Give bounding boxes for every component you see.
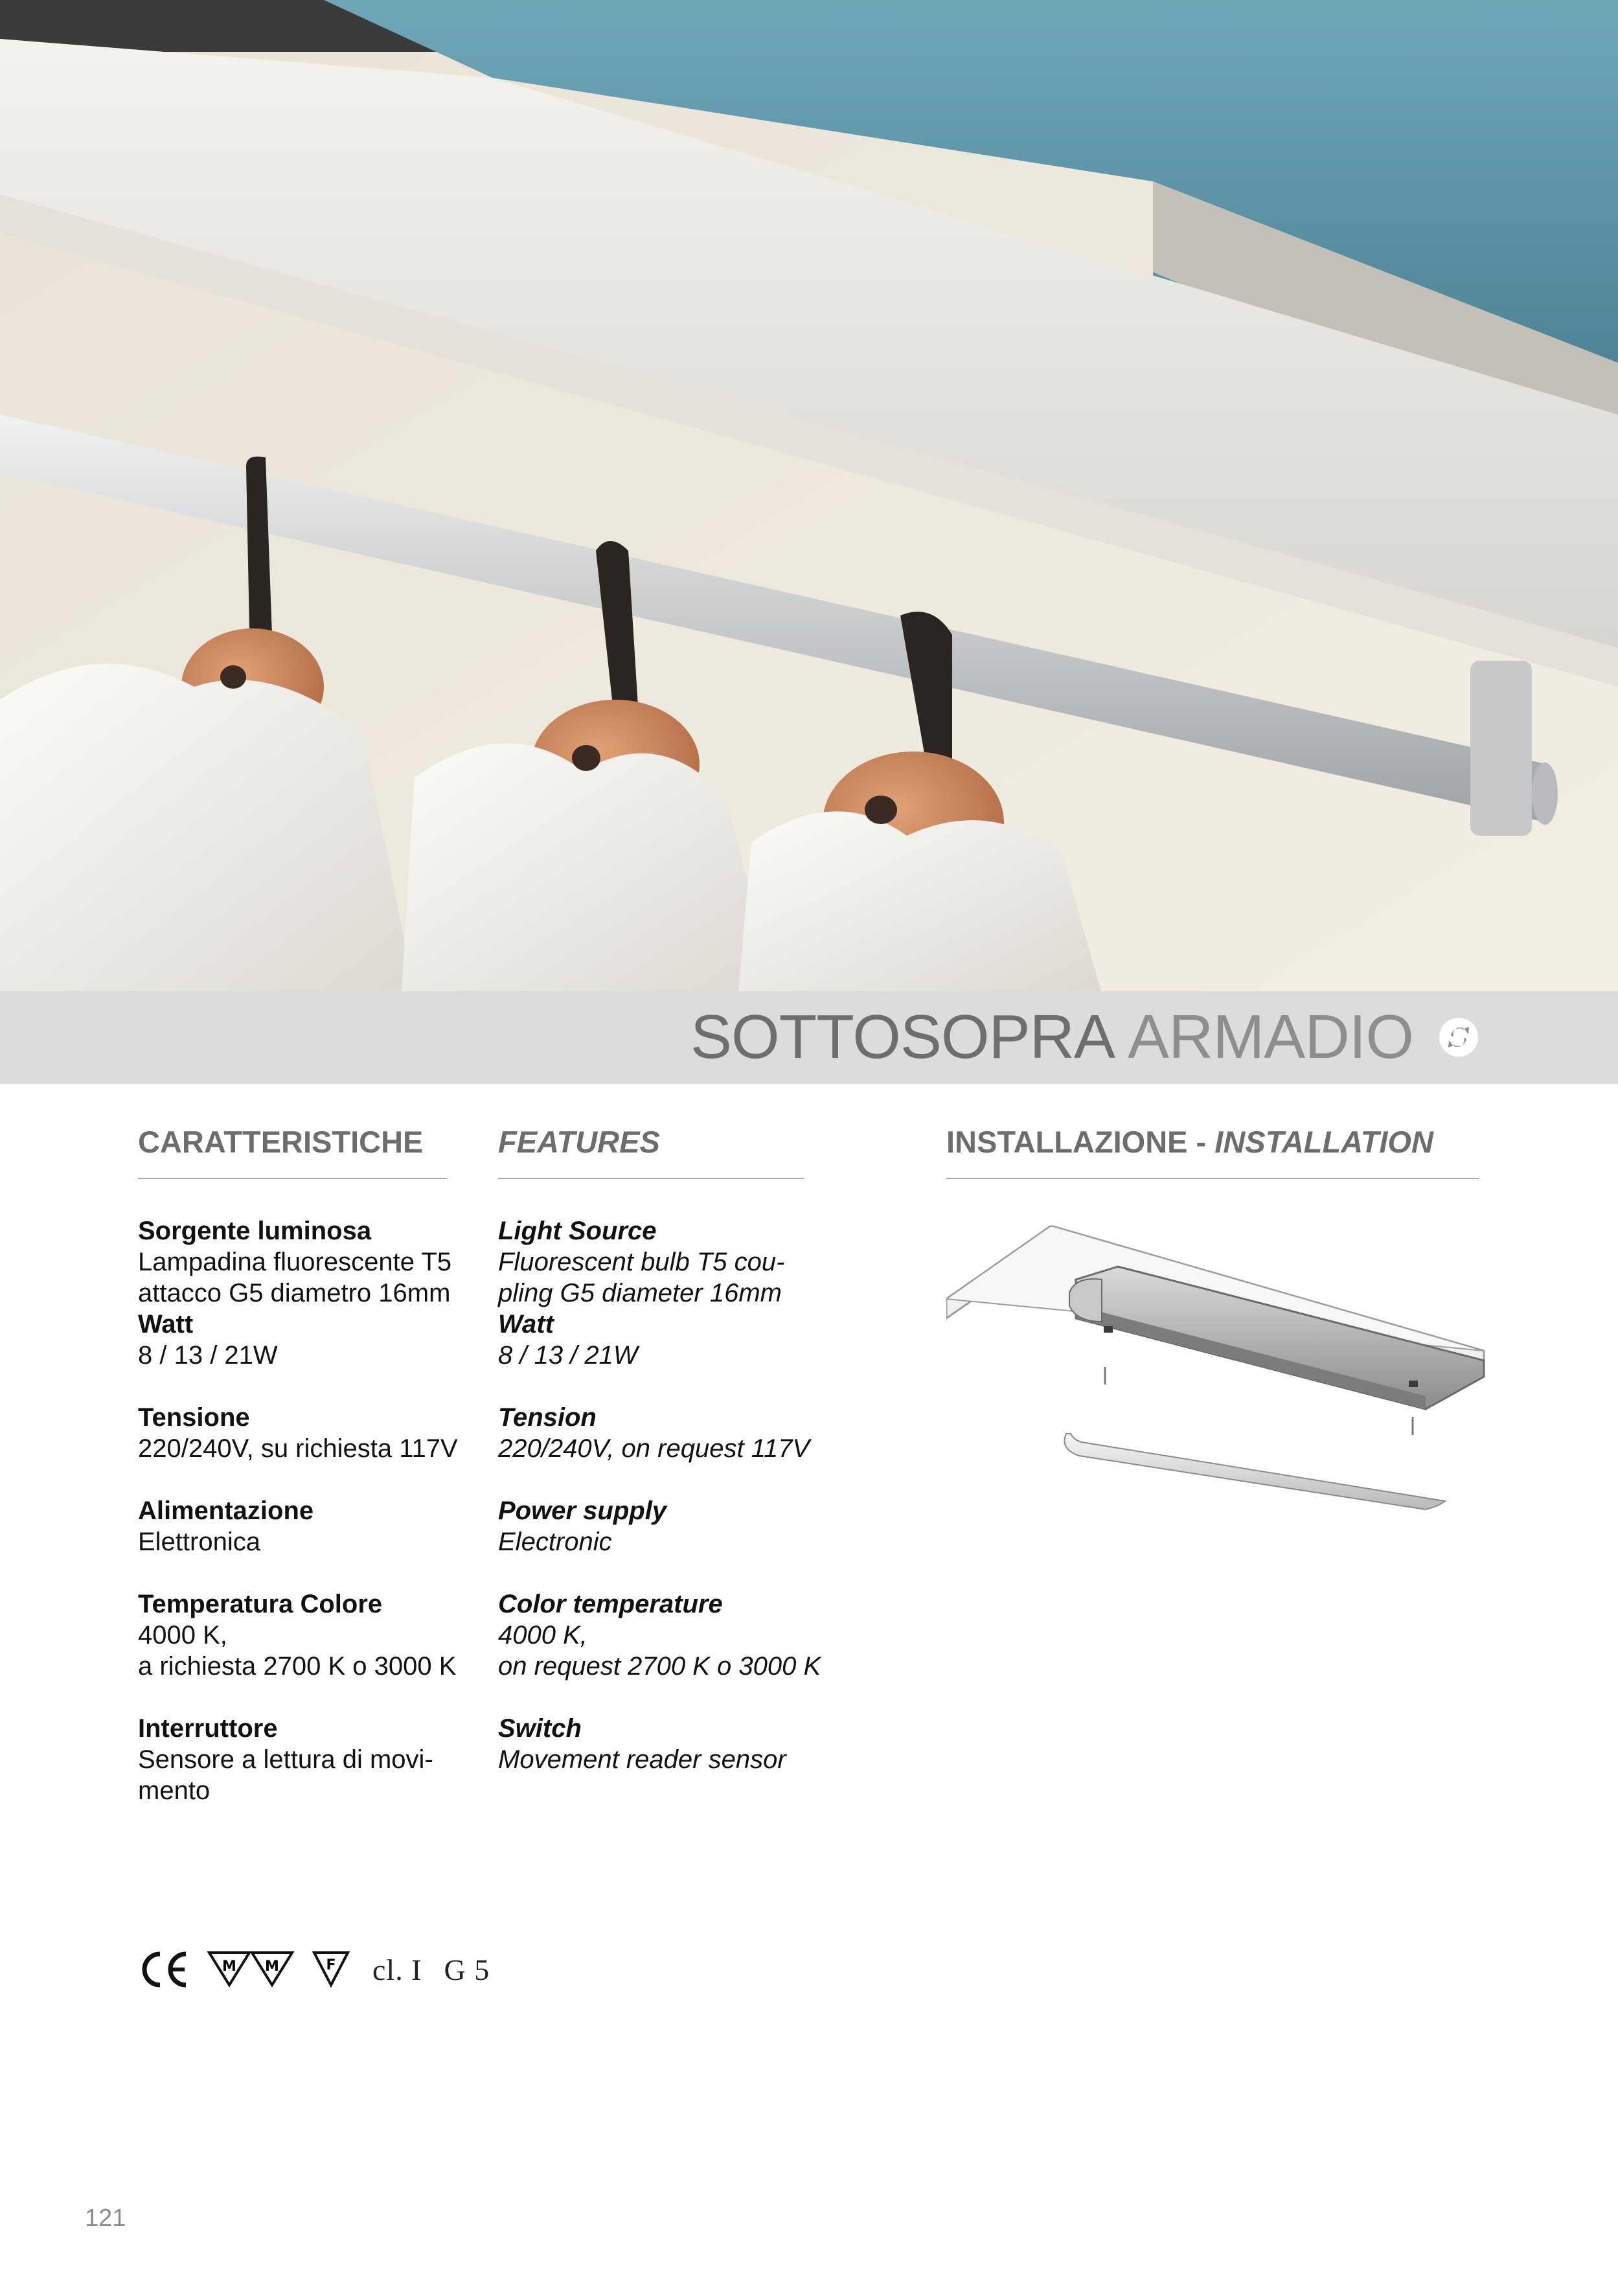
spec-item: [498, 1215, 861, 1309]
spec-label: Temperatura Colore: [138, 1590, 383, 1618]
mm-letter-2: M: [265, 1958, 279, 1975]
spec-item: [138, 1309, 488, 1402]
ce-mark-icon: [138, 1949, 190, 1990]
spec-value: 220/240V, on request 117V: [498, 1434, 810, 1463]
spec-value: 8 / 13 / 21W: [138, 1341, 278, 1370]
spec-label: Watt: [138, 1310, 194, 1338]
spec-label: Tensione: [138, 1403, 250, 1432]
spec-item: [138, 1713, 488, 1806]
spec-item: [498, 1309, 861, 1402]
spec-item: [138, 1495, 488, 1589]
f-letter: F: [326, 1957, 336, 1973]
rotate-arrows-icon: [1438, 1016, 1479, 1058]
specs-italian: [138, 1215, 488, 1806]
spec-item: [498, 1495, 861, 1589]
hero-photo: [0, 0, 1618, 991]
socket-label: G 5: [444, 1953, 490, 1986]
spec-item: [498, 1713, 861, 1806]
spec-label: Color temperature: [498, 1590, 723, 1618]
specs-english: [498, 1215, 861, 1806]
class-label: cl. I: [372, 1953, 422, 1986]
f-mark-icon: [312, 1949, 350, 1990]
spec-label: Switch: [498, 1714, 582, 1743]
product-title: [690, 1002, 1479, 1073]
heading-features: FEATURES: [498, 1124, 804, 1179]
product-title-main: SOTTOSOPRA: [690, 1002, 1115, 1072]
installation-diagram: [946, 1215, 1497, 1513]
heading-installation-en: INSTALLATION: [1214, 1125, 1433, 1159]
spec-item: [138, 1215, 488, 1309]
spec-value: Fluorescent bulb T5 cou- pling G5 diameter 16mm: [498, 1248, 785, 1307]
mm-mark-icon: [207, 1949, 295, 1990]
product-title-sub: ARMADIO: [1127, 1002, 1413, 1072]
spec-item: [138, 1589, 488, 1713]
spec-value: Movement reader sensor: [498, 1745, 786, 1774]
spec-label: Tension: [498, 1403, 597, 1432]
mm-letter-1: M: [222, 1958, 236, 1975]
heading-installation: [946, 1124, 1479, 1179]
spec-value: Lampadina fluorescente T5 attacco G5 diametro 16mm: [138, 1248, 452, 1307]
spec-item: [498, 1589, 861, 1713]
spec-label: Interruttore: [138, 1714, 278, 1743]
spec-label: Watt: [498, 1310, 554, 1338]
certification-marks: [138, 1947, 490, 1992]
spec-value: Sensore a lettura di movi- mento: [138, 1745, 433, 1805]
spec-value: Electronic: [498, 1528, 612, 1556]
page-number: 121: [85, 2205, 126, 2232]
spec-label: Alimentazione: [138, 1497, 314, 1525]
spec-label: Power supply: [498, 1497, 667, 1525]
spec-item: [138, 1402, 488, 1495]
spec-value: 4000 K, on request 2700 K o 3000 K: [498, 1621, 821, 1681]
spec-value: 8 / 13 / 21W: [498, 1341, 638, 1370]
spec-value: Elettronica: [138, 1528, 260, 1556]
heading-installation-it: INSTALLAZIONE -: [946, 1125, 1215, 1159]
spec-value: 220/240V, su richiesta 117V: [138, 1434, 458, 1463]
spec-label: Light Source: [498, 1217, 657, 1245]
spec-label: Sorgente luminosa: [138, 1217, 372, 1245]
heading-caratteristiche: CARATTERISTICHE: [138, 1124, 447, 1179]
spec-item: [498, 1402, 861, 1495]
spec-value: 4000 K, a richiesta 2700 K o 3000 K: [138, 1621, 457, 1681]
